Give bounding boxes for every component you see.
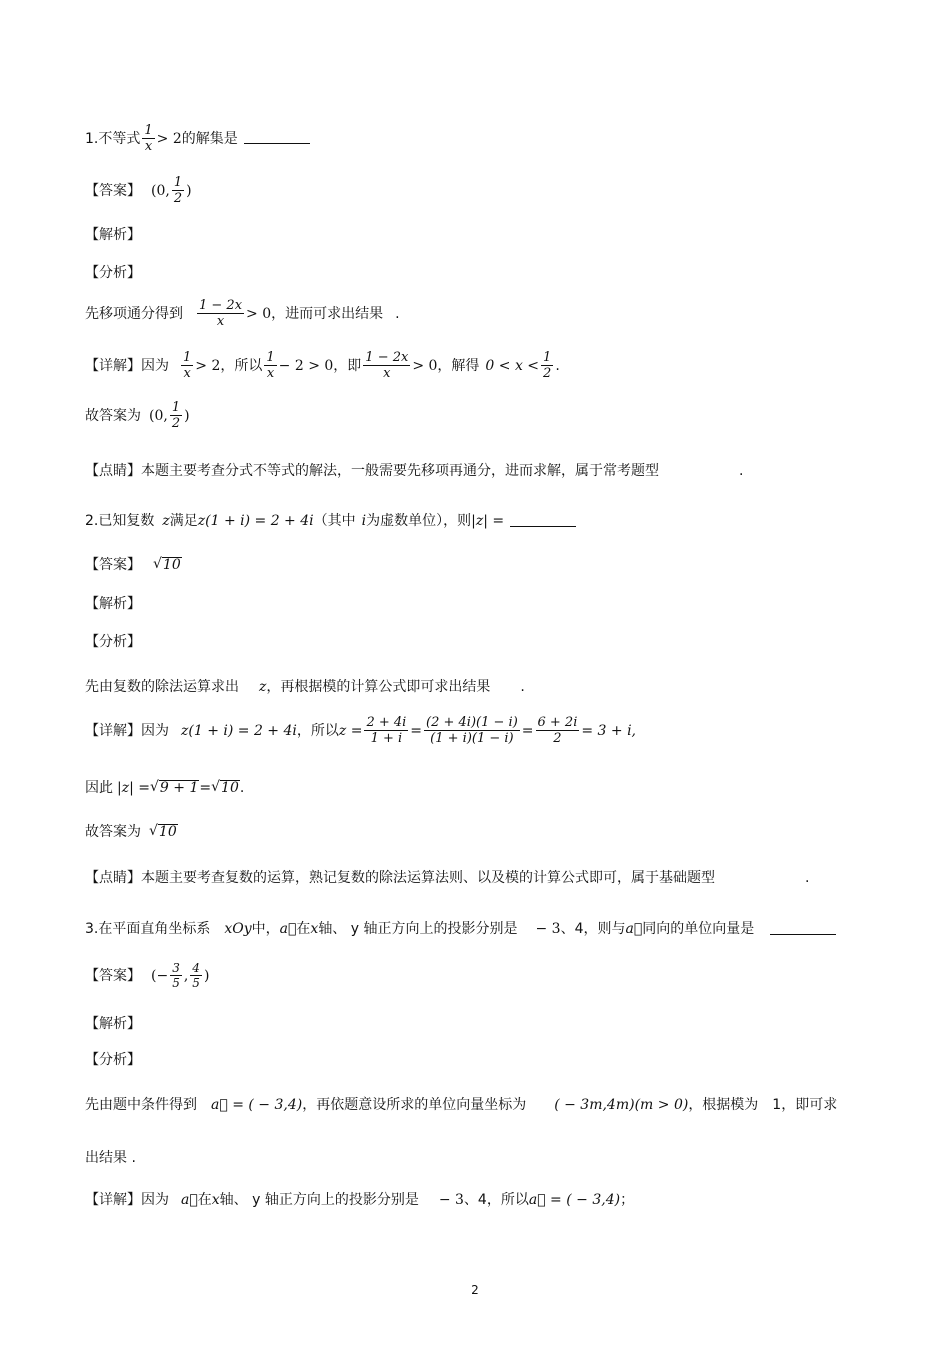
q2-analysis-label: 【解析】 bbox=[85, 596, 141, 612]
q3-detail: 【详解】因为 a⃗ 在 x 轴、 y 轴正方向上的投影分别是 − 3 、4，所以 a⃗ = ( − 3,4) ； bbox=[85, 1192, 635, 1208]
q1-answer: 【答案】 (0, 1 2 ) bbox=[85, 175, 192, 206]
q2-answer: 【答案】 √ 10 bbox=[85, 556, 181, 573]
q3-analysis-label: 【解析】 bbox=[85, 1016, 141, 1032]
answer-blank bbox=[244, 133, 310, 144]
q1-stem: 1.不等式 1 x > 2 的解集是 bbox=[85, 124, 310, 153]
q2-detail: 【详解】因为 z(1 + i) = 2 + 4i ，所以 z = $\frac{2 + 4i}{1 + i}$ = $\frac{(2 + 4i)(1 - i)}{(1 + i)(1 - i)}$ = $\frac{6 + 2i}{2}$ = 3 + i, bbox=[85, 715, 637, 746]
q2-fenxi: 先由复数的除法运算求出 z ，再根据模的计算公式即可求出结果 . bbox=[85, 679, 525, 695]
q2-stem: 2.已知复数 z 满足 z(1 + i) = 2 + 4i （其中 i 为虚数单位），则 |z| = bbox=[85, 514, 576, 528]
q3-fenxi-label: 【分析】 bbox=[85, 1052, 141, 1068]
answer-blank bbox=[770, 924, 836, 935]
q1-detail: 【详解】因为 1 x > 2 ，所以 1 x − 2 > 0 ，即 1 − 2x x > 0 ，解得 0 < x < 1 2 . bbox=[85, 350, 560, 381]
q2-final: 故答案为 √ 10 bbox=[85, 823, 177, 840]
q2-therefore: 因此 |z| = √ 9 + 1 = √ 10 . bbox=[85, 779, 245, 796]
sqrt-10: √ 10 bbox=[153, 556, 181, 573]
q3-answer: 【答案】 (− $\frac{3}{5}$ , 4 5 ) bbox=[85, 961, 210, 990]
q3-fenxi: 先由题中条件得到 a⃗ = ( − 3,4) ，再依题意设所求的单位向量坐标为 ( − 3m,4m)(m > 0) ，根据模为 1，即可求 bbox=[85, 1097, 838, 1113]
page-number: 2 bbox=[471, 1283, 479, 1297]
q3-fenxi-line2: 出结果 . bbox=[85, 1150, 136, 1166]
answer-blank bbox=[510, 516, 576, 527]
q1-fenxi-label: 【分析】 bbox=[85, 265, 141, 281]
q1-fraction: 1 x bbox=[144, 123, 153, 154]
q1-comment: 【点睛】本题主要考查分式不等式的解法，一般需要先移项再通分，进而求解，属于常考题型 . bbox=[85, 463, 744, 479]
q1-final: 故答案为 (0, 1 2 ) bbox=[85, 400, 190, 431]
q2-comment: 【点睛】本题主要考查复数的运算，熟记复数的除法运算法则、以及模的计算公式即可，属于基础题型 . bbox=[85, 870, 810, 886]
q1-fenxi: 先移项通分得到 1 − 2x x > 0 ，进而可求出结果 . bbox=[85, 298, 400, 329]
q3-stem: 3.在平面直角坐标系 xOy 中， a⃗ 在 x 轴、 y 轴正方向上的投影分别是 − 3 、4，则与 a⃗ 同向的单位向量是 bbox=[85, 922, 836, 936]
q2-fenxi-label: 【分析】 bbox=[85, 634, 141, 650]
q1-analysis-label: 【解析】 bbox=[85, 227, 141, 243]
